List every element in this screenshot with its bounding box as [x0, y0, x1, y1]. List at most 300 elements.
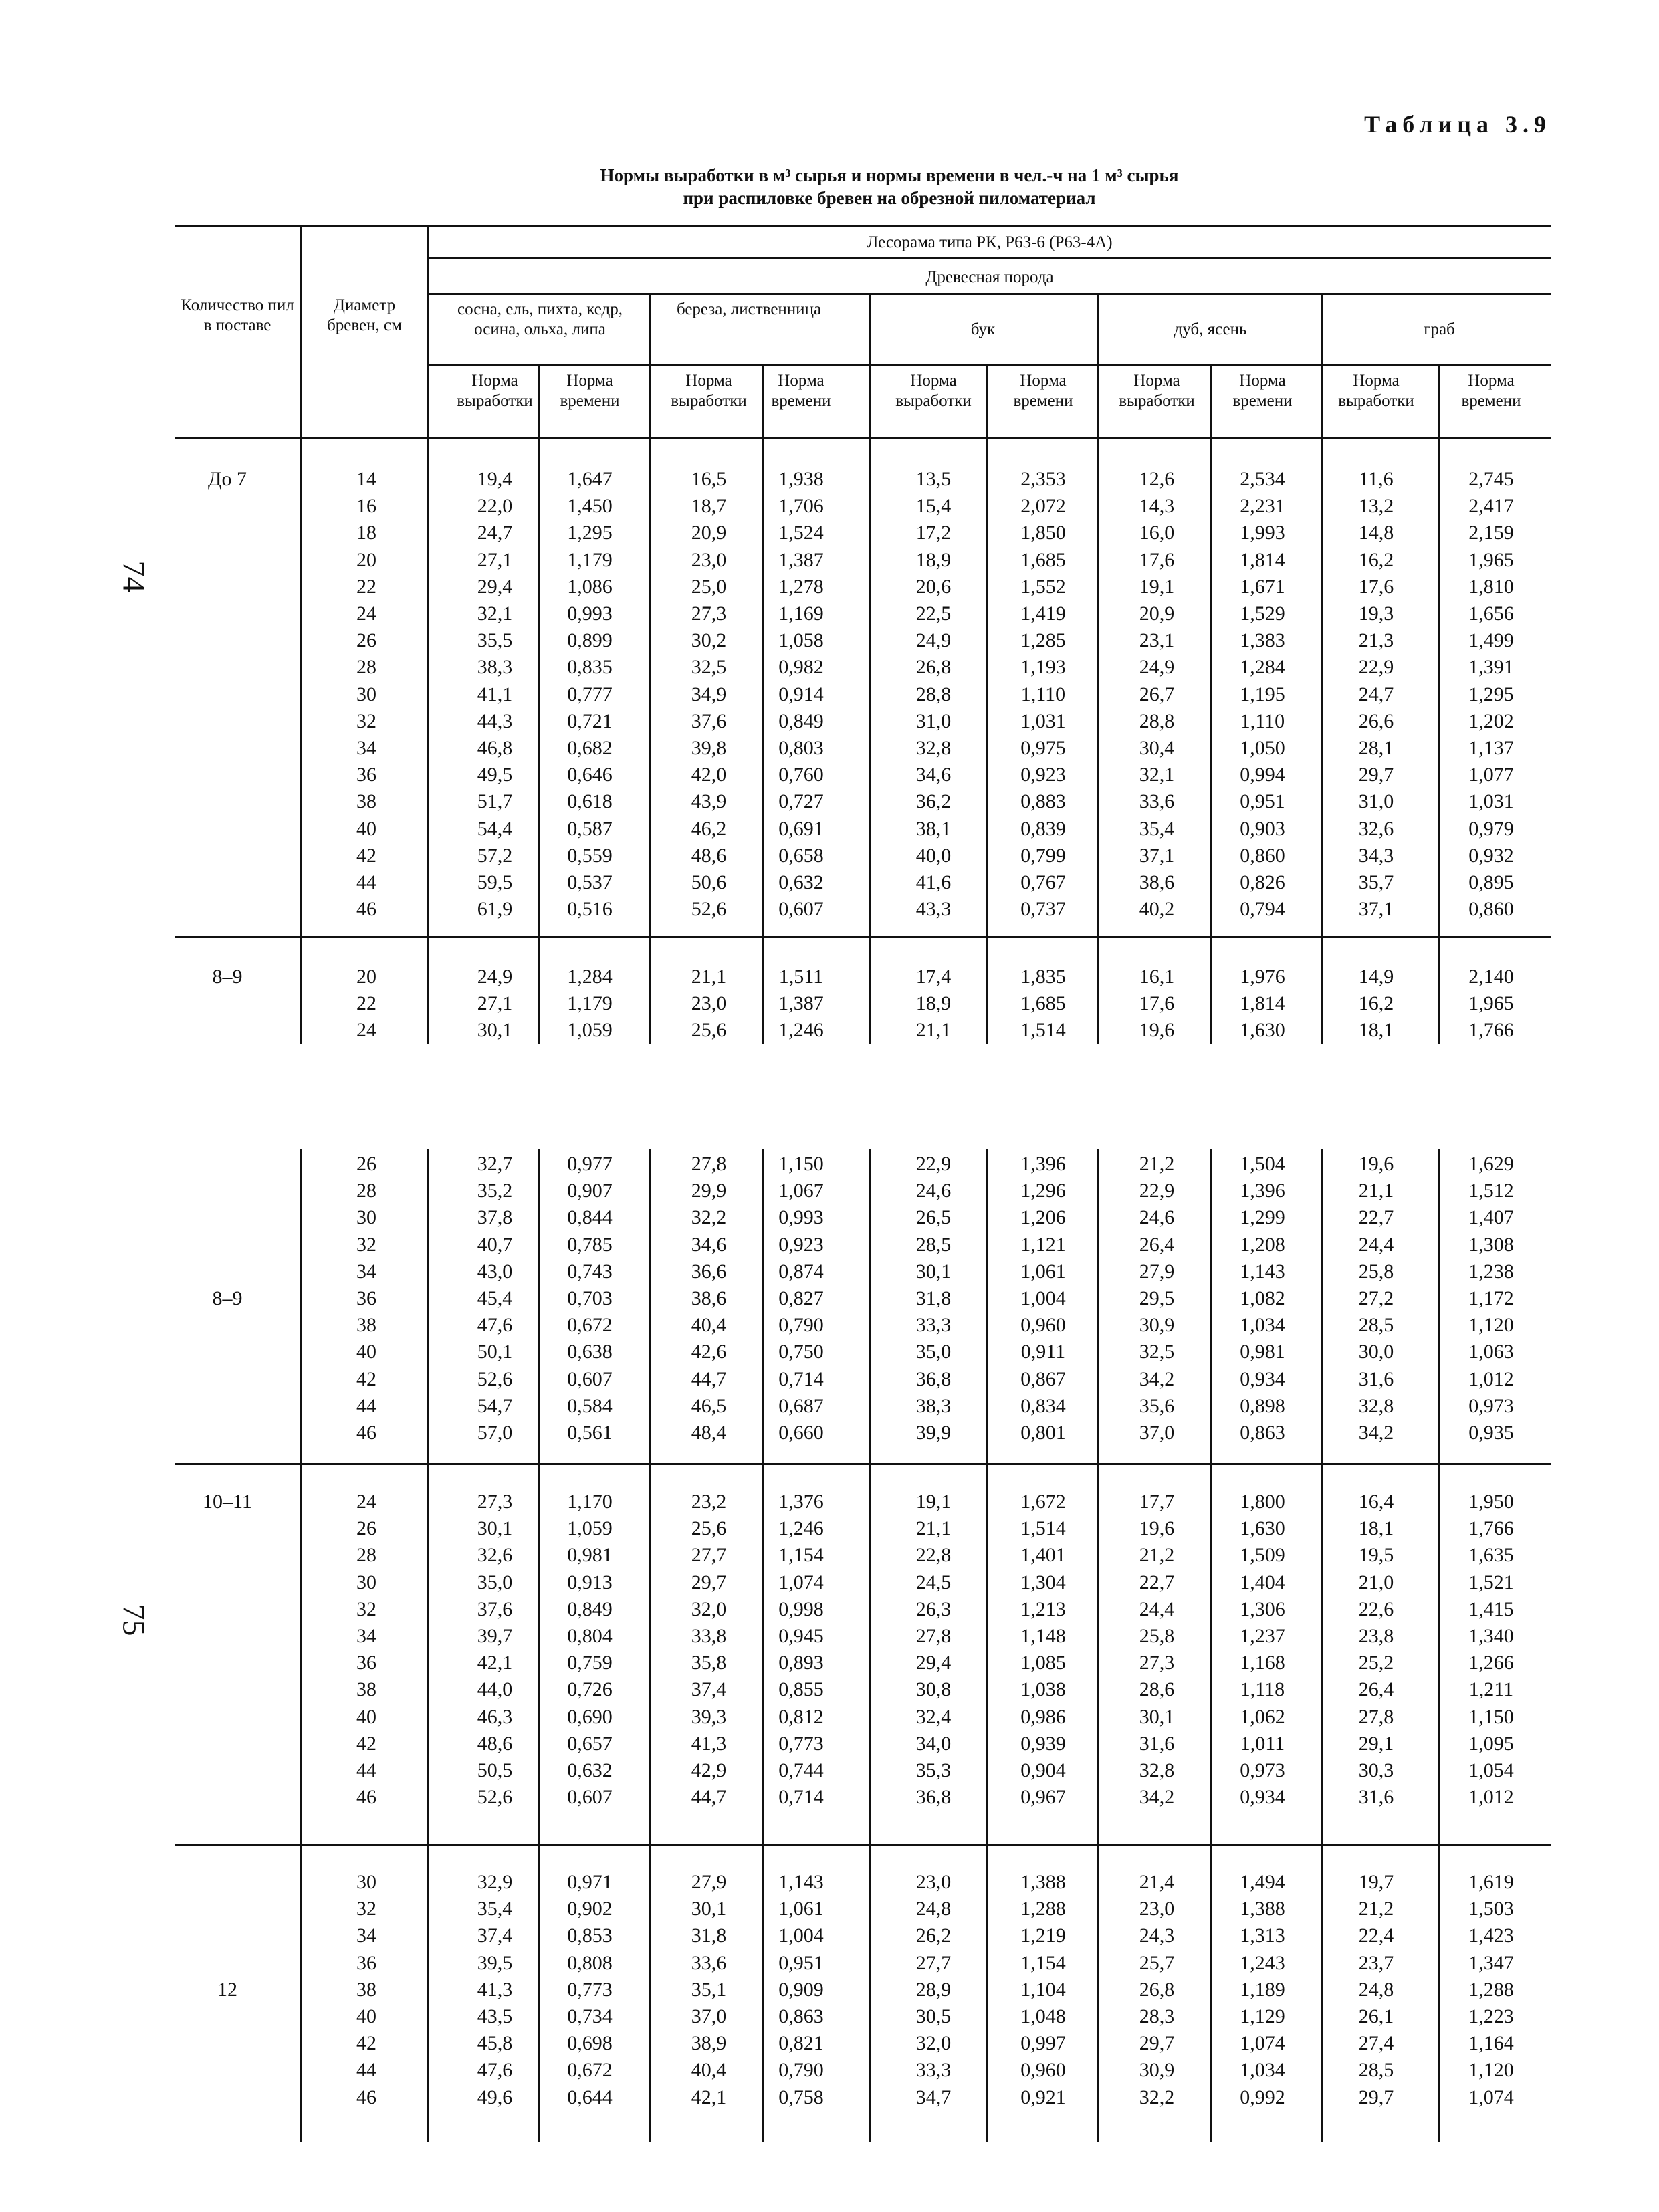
- cell-oak-time: 1,118: [1240, 1678, 1285, 1701]
- cell-hornbeam-output: 22,6: [1358, 1597, 1394, 1620]
- table-caption: [401, 164, 1377, 209]
- cell-pine-time: 0,777: [567, 683, 613, 705]
- cell-oak-time: 1,814: [1240, 992, 1285, 1015]
- header-norm-output: Норма выработки: [1338, 372, 1414, 410]
- cell-oak-output: 17,6: [1139, 992, 1175, 1015]
- cell-oak-time: 0,898: [1240, 1394, 1285, 1417]
- cell-diameter: 24: [356, 1490, 376, 1513]
- cell-oak-time: 0,794: [1240, 898, 1285, 921]
- cell-hornbeam-time: 1,950: [1468, 1490, 1514, 1513]
- cell-pine-time: 0,698: [567, 2032, 613, 2055]
- cell-hornbeam-output: 30,0: [1358, 1341, 1394, 1363]
- cell-birch-output: 25,0: [691, 575, 727, 598]
- header-norm-time: Норма времени: [771, 372, 831, 410]
- cell-diameter: 30: [356, 1571, 376, 1593]
- cell-pine-time: 0,632: [567, 1759, 613, 1781]
- cell-hornbeam-time: 0,935: [1468, 1422, 1514, 1444]
- cell-hornbeam-time: 1,063: [1468, 1341, 1514, 1363]
- cell-hornbeam-time: 1,211: [1468, 1678, 1514, 1701]
- cell-oak-time: 0,934: [1240, 1367, 1285, 1390]
- cell-beech-output: 24,6: [915, 1180, 952, 1202]
- cell-hornbeam-time: 1,347: [1468, 1951, 1514, 1974]
- cell-hornbeam-time: 1,521: [1468, 1571, 1514, 1593]
- cell-beech-time: 1,685: [1020, 992, 1066, 1015]
- cell-birch-output: 27,9: [691, 1871, 727, 1893]
- cell-birch-output: 35,1: [691, 1978, 727, 2001]
- cell-beech-output: 22,5: [915, 602, 952, 625]
- cell-diameter: 26: [356, 1517, 376, 1540]
- cell-pine-time: 0,759: [567, 1652, 613, 1674]
- cell-hornbeam-time: 1,095: [1468, 1732, 1514, 1755]
- cell-pine-output: 35,5: [477, 629, 513, 652]
- cell-pine-output: 47,6: [477, 1314, 513, 1337]
- cell-diameter: 24: [356, 1019, 376, 1042]
- cell-hornbeam-output: 19,3: [1358, 602, 1394, 625]
- cell-birch-time: 0,687: [778, 1394, 824, 1417]
- cell-birch-output: 52,6: [691, 898, 727, 921]
- group-rule: [175, 936, 1551, 938]
- cell-oak-output: 24,9: [1139, 656, 1175, 679]
- cell-diameter: 40: [356, 1341, 376, 1363]
- cell-oak-time: 0,951: [1240, 790, 1285, 813]
- cell-pine-time: 1,295: [567, 522, 613, 544]
- cell-pine-time: 0,844: [567, 1206, 613, 1229]
- cell-beech-time: 0,737: [1020, 898, 1066, 921]
- cell-hornbeam-output: 19,7: [1358, 1871, 1394, 1893]
- cell-birch-time: 1,154: [778, 1544, 824, 1567]
- cell-birch-time: 0,923: [778, 1233, 824, 1256]
- cell-birch-time: 0,951: [778, 1951, 824, 1974]
- column-line: [986, 1149, 988, 2142]
- cell-oak-output: 28,3: [1139, 2005, 1175, 2027]
- cell-birch-output: 33,8: [691, 1625, 727, 1647]
- cell-oak-time: 1,284: [1240, 656, 1285, 679]
- cell-oak-time: 0,863: [1240, 1422, 1285, 1444]
- cell-pine-output: 54,7: [477, 1394, 513, 1417]
- cell-birch-time: 1,150: [778, 1153, 824, 1175]
- cell-birch-output: 31,8: [691, 1924, 727, 1947]
- cell-oak-time: 1,050: [1240, 737, 1285, 759]
- cell-pine-output: 61,9: [477, 898, 513, 921]
- cell-birch-output: 27,7: [691, 1544, 727, 1567]
- cell-hornbeam-output: 16,2: [1358, 992, 1394, 1015]
- cell-pine-time: 0,644: [567, 2086, 613, 2108]
- cell-diameter: 32: [356, 1898, 376, 1920]
- cell-oak-time: 1,509: [1240, 1544, 1285, 1567]
- cell-diameter: 34: [356, 1260, 376, 1283]
- cell-oak-time: 1,383: [1240, 629, 1285, 652]
- cell-birch-time: 0,607: [778, 898, 824, 921]
- cell-oak-output: 19,6: [1139, 1517, 1175, 1540]
- cell-diameter: 22: [356, 992, 376, 1015]
- cell-pine-time: 0,835: [567, 656, 613, 679]
- cell-beech-time: 1,148: [1020, 1625, 1066, 1647]
- cell-pine-time: 1,059: [567, 1019, 613, 1042]
- cell-diameter: 28: [356, 1544, 376, 1567]
- cell-oak-time: 1,011: [1240, 1732, 1285, 1755]
- cell-pine-output: 45,4: [477, 1287, 513, 1309]
- header-norm-time: Норма времени: [1232, 372, 1293, 410]
- cell-birch-output: 21,1: [691, 966, 727, 988]
- cell-beech-time: 1,514: [1020, 1019, 1066, 1042]
- cell-hornbeam-output: 26,4: [1358, 1678, 1394, 1701]
- cell-hornbeam-output: 31,6: [1358, 1786, 1394, 1809]
- cell-birch-output: 38,9: [691, 2032, 727, 2055]
- column-line: [1097, 1149, 1099, 2142]
- cell-pine-time: 0,977: [567, 1153, 613, 1175]
- cell-oak-output: 23,0: [1139, 1898, 1175, 1920]
- column-line: [427, 1149, 429, 2142]
- cell-birch-output: 25,6: [691, 1517, 727, 1540]
- cell-diameter: 38: [356, 790, 376, 813]
- cell-oak-output: 27,9: [1139, 1260, 1175, 1283]
- column-line: [869, 293, 871, 1044]
- cell-pine-time: 1,086: [567, 575, 613, 598]
- cell-diameter: 38: [356, 1678, 376, 1701]
- cell-birch-time: 0,773: [778, 1732, 824, 1755]
- cell-pine-time: 0,561: [567, 1422, 613, 1444]
- cell-birch-output: 23,0: [691, 992, 727, 1015]
- cell-hornbeam-time: 1,340: [1468, 1625, 1514, 1647]
- cell-birch-time: 1,246: [778, 1517, 824, 1540]
- cell-hornbeam-time: 1,074: [1468, 2086, 1514, 2108]
- cell-oak-output: 38,6: [1139, 871, 1175, 893]
- cell-pine-output: 49,6: [477, 2086, 513, 2108]
- cell-pine-output: 32,9: [477, 1871, 513, 1893]
- cell-birch-output: 30,1: [691, 1898, 727, 1920]
- cell-oak-output: 30,4: [1139, 737, 1175, 759]
- column-line: [649, 293, 651, 1044]
- cell-hornbeam-time: 1,619: [1468, 1871, 1514, 1893]
- cell-beech-output: 35,0: [915, 1341, 952, 1363]
- cell-oak-output: 34,2: [1139, 1367, 1175, 1390]
- cell-pine-time: 0,559: [567, 844, 613, 867]
- cell-pine-time: 1,179: [567, 992, 613, 1015]
- cell-diameter: 16: [356, 495, 376, 518]
- cell-oak-output: 17,6: [1139, 548, 1175, 571]
- column-line: [1210, 1149, 1212, 2142]
- cell-diameter: 46: [356, 898, 376, 921]
- page-number-75: 75: [116, 1603, 152, 1636]
- header-top-rule: [175, 225, 1551, 227]
- cell-hornbeam-time: 0,979: [1468, 817, 1514, 840]
- cell-diameter: 14: [356, 468, 376, 490]
- cell-birch-output: 46,5: [691, 1394, 727, 1417]
- cell-birch-time: 0,855: [778, 1678, 824, 1701]
- cell-birch-time: 0,714: [778, 1367, 824, 1390]
- cell-oak-output: 14,3: [1139, 495, 1175, 518]
- cell-beech-time: 1,304: [1020, 1571, 1066, 1593]
- cell-beech-time: 1,110: [1020, 683, 1066, 705]
- cell-oak-time: 1,993: [1240, 522, 1285, 544]
- header-norm-output: Норма выработки: [895, 372, 972, 410]
- cell-beech-time: 0,839: [1020, 817, 1066, 840]
- cell-hornbeam-time: 1,512: [1468, 1180, 1514, 1202]
- cell-birch-time: 0,827: [778, 1287, 824, 1309]
- cell-diameter: 36: [356, 764, 376, 786]
- cell-hornbeam-output: 32,8: [1358, 1394, 1394, 1417]
- cell-diameter: 28: [356, 1180, 376, 1202]
- cell-pine-time: 0,734: [567, 2005, 613, 2027]
- cell-pine-time: 0,971: [567, 1871, 613, 1893]
- cell-oak-output: 32,5: [1139, 1341, 1175, 1363]
- cell-beech-output: 26,8: [915, 656, 952, 679]
- cell-pine-output: 54,4: [477, 817, 513, 840]
- cell-hornbeam-output: 26,6: [1358, 709, 1394, 732]
- cell-hornbeam-output: 29,1: [1358, 1732, 1394, 1755]
- cell-birch-output: 43,9: [691, 790, 727, 813]
- cell-oak-output: 32,8: [1139, 1759, 1175, 1781]
- cell-oak-output: 25,8: [1139, 1625, 1175, 1647]
- cell-diameter: 28: [356, 656, 376, 679]
- cell-hornbeam-time: 1,423: [1468, 1924, 1514, 1947]
- cell-pine-time: 1,284: [567, 966, 613, 988]
- cell-oak-output: 28,8: [1139, 709, 1175, 732]
- cell-diameter: 42: [356, 844, 376, 867]
- cell-beech-time: 1,388: [1020, 1871, 1066, 1893]
- cell-birch-time: 1,074: [778, 1571, 824, 1593]
- cell-birch-time: 0,863: [778, 2005, 824, 2027]
- cell-diameter: 40: [356, 2005, 376, 2027]
- cell-hornbeam-time: 1,766: [1468, 1517, 1514, 1540]
- header-diameter: Диаметр бревен, см: [327, 296, 402, 334]
- cell-hornbeam-time: 1,766: [1468, 1019, 1514, 1042]
- cell-pine-output: 30,1: [477, 1517, 513, 1540]
- cell-oak-output: 21,2: [1139, 1153, 1175, 1175]
- cell-beech-time: 0,801: [1020, 1422, 1066, 1444]
- cell-pine-output: 27,1: [477, 992, 513, 1015]
- cell-beech-time: 1,514: [1020, 1517, 1066, 1540]
- column-line: [1438, 364, 1440, 1044]
- cell-birch-time: 0,909: [778, 1978, 824, 2001]
- cell-hornbeam-output: 34,3: [1358, 844, 1394, 867]
- cell-birch-output: 37,0: [691, 2005, 727, 2027]
- cell-hornbeam-output: 18,1: [1358, 1019, 1394, 1042]
- cell-beech-output: 24,8: [915, 1898, 952, 1920]
- cell-hornbeam-output: 22,4: [1358, 1924, 1394, 1947]
- cell-beech-output: 19,1: [915, 1490, 952, 1513]
- cell-beech-output: 28,9: [915, 1978, 952, 2001]
- cell-birch-output: 37,6: [691, 709, 727, 732]
- cell-birch-output: 41,3: [691, 1732, 727, 1755]
- cell-hornbeam-time: 1,288: [1468, 1978, 1514, 2001]
- cell-beech-time: 1,552: [1020, 575, 1066, 598]
- cell-hornbeam-time: 1,054: [1468, 1759, 1514, 1781]
- cell-pine-time: 1,647: [567, 468, 613, 490]
- cell-hornbeam-time: 1,238: [1468, 1260, 1514, 1283]
- cell-pine-time: 1,450: [567, 495, 613, 518]
- cell-beech-time: 1,061: [1020, 1260, 1066, 1283]
- cell-beech-output: 21,1: [915, 1517, 952, 1540]
- cell-birch-output: 27,8: [691, 1153, 727, 1175]
- cell-birch-time: 0,993: [778, 1206, 824, 1229]
- cell-hornbeam-time: 1,120: [1468, 2059, 1514, 2082]
- cell-diameter: 42: [356, 1367, 376, 1390]
- cell-birch-output: 23,2: [691, 1490, 727, 1513]
- cell-oak-time: 1,800: [1240, 1490, 1285, 1513]
- cell-pine-time: 0,913: [567, 1571, 613, 1593]
- cell-hornbeam-output: 22,9: [1358, 656, 1394, 679]
- cell-oak-time: 1,195: [1240, 683, 1285, 705]
- cell-beech-output: 13,5: [915, 468, 952, 490]
- cell-oak-output: 25,7: [1139, 1951, 1175, 1974]
- cell-pine-time: 0,607: [567, 1786, 613, 1809]
- cell-beech-output: 24,5: [915, 1571, 952, 1593]
- cell-hornbeam-output: 27,4: [1358, 2032, 1394, 2055]
- cell-beech-output: 32,4: [915, 1705, 952, 1728]
- cell-hornbeam-time: 1,077: [1468, 764, 1514, 786]
- cell-beech-time: 1,401: [1020, 1544, 1066, 1567]
- cell-beech-output: 30,8: [915, 1678, 952, 1701]
- cell-pine-time: 0,657: [567, 1732, 613, 1755]
- cell-beech-time: 0,834: [1020, 1394, 1066, 1417]
- cell-hornbeam-time: 1,172: [1468, 1287, 1514, 1309]
- cell-hornbeam-output: 16,2: [1358, 548, 1394, 571]
- cell-oak-time: 1,671: [1240, 575, 1285, 598]
- cell-pine-output: 35,0: [477, 1571, 513, 1593]
- cell-pine-output: 41,1: [477, 683, 513, 705]
- cell-birch-output: 16,5: [691, 468, 727, 490]
- group-rule: [175, 1844, 1551, 1846]
- cell-diameter: 44: [356, 1394, 376, 1417]
- cell-hornbeam-time: 1,629: [1468, 1153, 1514, 1175]
- cell-beech-output: 39,9: [915, 1422, 952, 1444]
- cell-oak-time: 1,404: [1240, 1571, 1285, 1593]
- column-line: [1438, 1149, 1440, 2142]
- cell-oak-time: 1,306: [1240, 1597, 1285, 1620]
- cell-hornbeam-output: 18,1: [1358, 1517, 1394, 1540]
- header-sub-rule: [427, 364, 1551, 366]
- cell-pine-time: 1,179: [567, 548, 613, 571]
- cell-oak-output: 12,6: [1139, 468, 1175, 490]
- cell-beech-time: 0,960: [1020, 1314, 1066, 1337]
- cell-birch-time: 0,945: [778, 1625, 824, 1647]
- cell-beech-output: 29,4: [915, 1652, 952, 1674]
- cell-oak-output: 35,4: [1139, 817, 1175, 840]
- cell-beech-time: 0,799: [1020, 844, 1066, 867]
- cell-beech-time: 1,038: [1020, 1678, 1066, 1701]
- cell-beech-output: 36,8: [915, 1786, 952, 1809]
- cell-pine-output: 43,5: [477, 2005, 513, 2027]
- cell-birch-time: 0,812: [778, 1705, 824, 1728]
- cell-pine-time: 0,981: [567, 1544, 613, 1567]
- cell-beech-output: 36,2: [915, 790, 952, 813]
- cell-oak-time: 2,534: [1240, 468, 1285, 490]
- cell-birch-output: 20,9: [691, 522, 727, 544]
- cell-beech-time: 0,911: [1020, 1341, 1066, 1363]
- cell-pine-time: 1,059: [567, 1517, 613, 1540]
- cell-beech-time: 1,048: [1020, 2005, 1066, 2027]
- cell-pine-output: 52,6: [477, 1367, 513, 1390]
- cell-beech-time: 1,104: [1020, 1978, 1066, 2001]
- caption-line-2: при распиловке бревен на обрезной пиломатериал: [683, 188, 1096, 208]
- cell-oak-time: 0,992: [1240, 2086, 1285, 2108]
- cell-beech-output: 38,1: [915, 817, 952, 840]
- cell-hornbeam-output: 21,2: [1358, 1898, 1394, 1920]
- cell-beech-time: 1,004: [1020, 1287, 1066, 1309]
- cell-oak-time: 1,237: [1240, 1625, 1285, 1647]
- cell-hornbeam-output: 17,6: [1358, 575, 1394, 598]
- cell-hornbeam-time: 1,503: [1468, 1898, 1514, 1920]
- cell-oak-output: 20,9: [1139, 602, 1175, 625]
- cell-diameter: 36: [356, 1951, 376, 1974]
- cell-oak-time: 1,189: [1240, 1978, 1285, 2001]
- cell-diameter: 20: [356, 548, 376, 571]
- cell-birch-output: 42,0: [691, 764, 727, 786]
- cell-oak-time: 0,826: [1240, 871, 1285, 893]
- cell-beech-output: 31,0: [915, 709, 952, 732]
- header-norm-output: Норма выработки: [1119, 372, 1195, 410]
- cell-hornbeam-output: 11,6: [1359, 468, 1394, 490]
- header-species-title: Древесная порода: [925, 268, 1054, 286]
- cell-oak-output: 26,7: [1139, 683, 1175, 705]
- cell-beech-time: 0,883: [1020, 790, 1066, 813]
- cell-diameter: 44: [356, 871, 376, 893]
- cell-oak-output: 32,1: [1139, 764, 1175, 786]
- cell-birch-time: 1,246: [778, 1019, 824, 1042]
- cell-beech-output: 18,9: [915, 992, 952, 1015]
- cell-hornbeam-time: 1,656: [1468, 602, 1514, 625]
- cell-beech-time: 1,285: [1020, 629, 1066, 652]
- cell-pine-output: 39,7: [477, 1625, 513, 1647]
- cell-oak-output: 27,3: [1139, 1652, 1175, 1674]
- cell-diameter: 36: [356, 1287, 376, 1309]
- cell-birch-time: 0,874: [778, 1260, 824, 1283]
- cell-diameter: 26: [356, 629, 376, 652]
- cell-beech-output: 40,0: [915, 844, 952, 867]
- cell-pine-time: 0,743: [567, 1260, 613, 1283]
- cell-oak-time: 1,976: [1240, 966, 1285, 988]
- cell-beech-output: 20,6: [915, 575, 952, 598]
- cell-oak-output: 26,8: [1139, 1978, 1175, 2001]
- cell-hornbeam-output: 19,6: [1358, 1153, 1394, 1175]
- column-line: [649, 1149, 651, 2142]
- cell-beech-time: 1,154: [1020, 1951, 1066, 1974]
- cell-hornbeam-output: 34,2: [1358, 1422, 1394, 1444]
- cell-oak-output: 22,9: [1139, 1180, 1175, 1202]
- cell-birch-time: 0,660: [778, 1422, 824, 1444]
- cell-diameter: 46: [356, 1422, 376, 1444]
- cell-beech-time: 1,213: [1020, 1597, 1066, 1620]
- cell-birch-output: 42,6: [691, 1341, 727, 1363]
- cell-pine-output: 41,3: [477, 1978, 513, 2001]
- cell-diameter: 30: [356, 683, 376, 705]
- cell-hornbeam-output: 13,2: [1358, 495, 1394, 518]
- cell-oak-time: 1,129: [1240, 2005, 1285, 2027]
- cell-beech-output: 27,8: [915, 1625, 952, 1647]
- page-number-74: 74: [116, 560, 152, 593]
- cell-diameter: 30: [356, 1206, 376, 1229]
- cell-diameter: 38: [356, 1314, 376, 1337]
- cell-birch-time: 0,803: [778, 737, 824, 759]
- cell-pine-time: 0,638: [567, 1341, 613, 1363]
- cell-pine-time: 0,607: [567, 1367, 613, 1390]
- cell-hornbeam-output: 30,3: [1358, 1759, 1394, 1781]
- cell-beech-time: 1,685: [1020, 548, 1066, 571]
- cell-birch-time: 0,750: [778, 1341, 824, 1363]
- cell-pine-output: 32,1: [477, 602, 513, 625]
- cell-birch-output: 25,6: [691, 1019, 727, 1042]
- cell-oak-time: 0,903: [1240, 817, 1285, 840]
- cell-beech-output: 24,9: [915, 629, 952, 652]
- cell-oak-output: 37,0: [1139, 1422, 1175, 1444]
- cell-pine-output: 52,6: [477, 1786, 513, 1809]
- cell-birch-output: 46,2: [691, 817, 727, 840]
- cell-hornbeam-time: 1,415: [1468, 1597, 1514, 1620]
- cell-pine-time: 0,672: [567, 1314, 613, 1337]
- cell-beech-time: 1,219: [1020, 1924, 1066, 1947]
- cell-birch-output: 50,6: [691, 871, 727, 893]
